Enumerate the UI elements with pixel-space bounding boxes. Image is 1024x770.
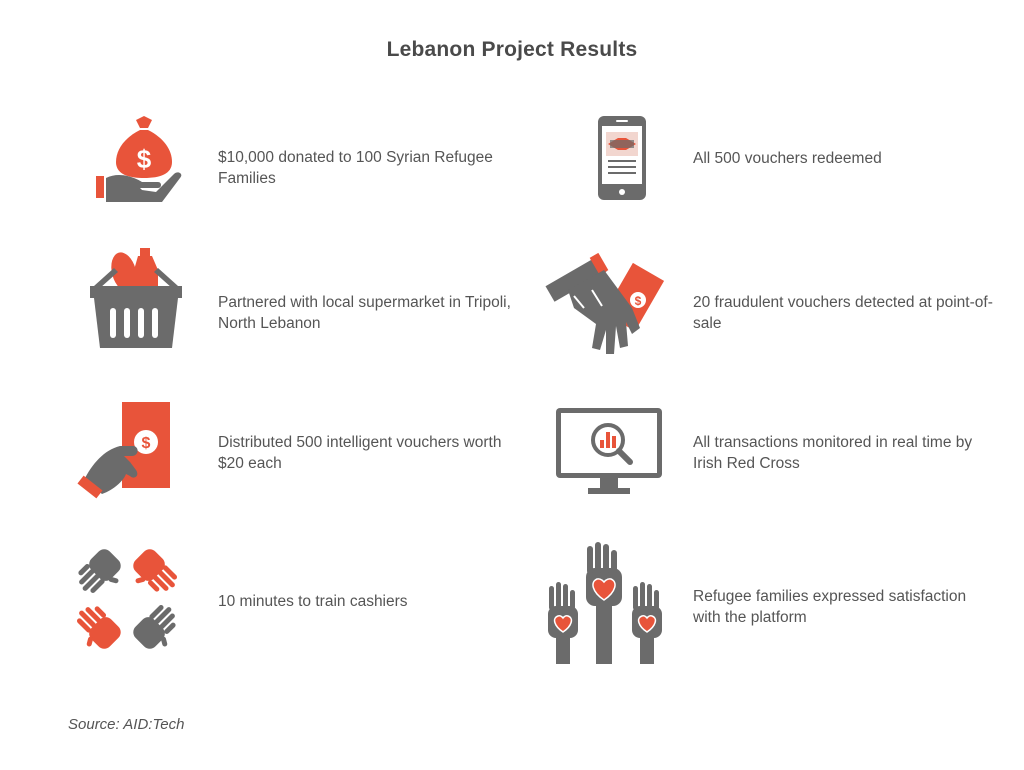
four-hands-icon — [66, 540, 188, 658]
source-note: Source: AID:Tech — [68, 716, 185, 733]
shopping-basket-icon — [88, 246, 184, 352]
raised-hands-hearts-icon — [538, 542, 670, 664]
phone-voucher-icon — [598, 116, 646, 200]
page-title: Lebanon Project Results — [386, 38, 638, 61]
svg-text:$: $ — [136, 144, 152, 174]
monitor-search-icon — [556, 408, 662, 498]
fraud-hand-icon — [544, 250, 664, 362]
svg-text:$: $ — [634, 294, 642, 308]
result-text-donation: $10,000 donated to 100 Syrian Refugee Families — [218, 149, 493, 187]
result-text-training: 10 minutes to train cashiers — [218, 593, 408, 610]
result-text-vouchers: Distributed 500 intelligent vouchers worth $20 each — [218, 434, 502, 472]
result-text-satisfaction: Refugee families expressed satisfaction with the platform — [693, 588, 967, 626]
result-text-supermarket: Partnered with local supermarket in Tripoli, North Lebanon — [218, 294, 511, 332]
result-text-redeemed: All 500 vouchers redeemed — [693, 150, 882, 167]
result-text-fraud: 20 fraudulent vouchers detected at point-of-sale — [693, 294, 993, 332]
result-text-monitoring: All transactions monitored in real time by Irish Red Cross — [693, 434, 973, 472]
voucher-hand-icon — [74, 400, 174, 506]
svg-text:$: $ — [141, 435, 151, 452]
money-bag-hand-icon — [92, 112, 192, 212]
